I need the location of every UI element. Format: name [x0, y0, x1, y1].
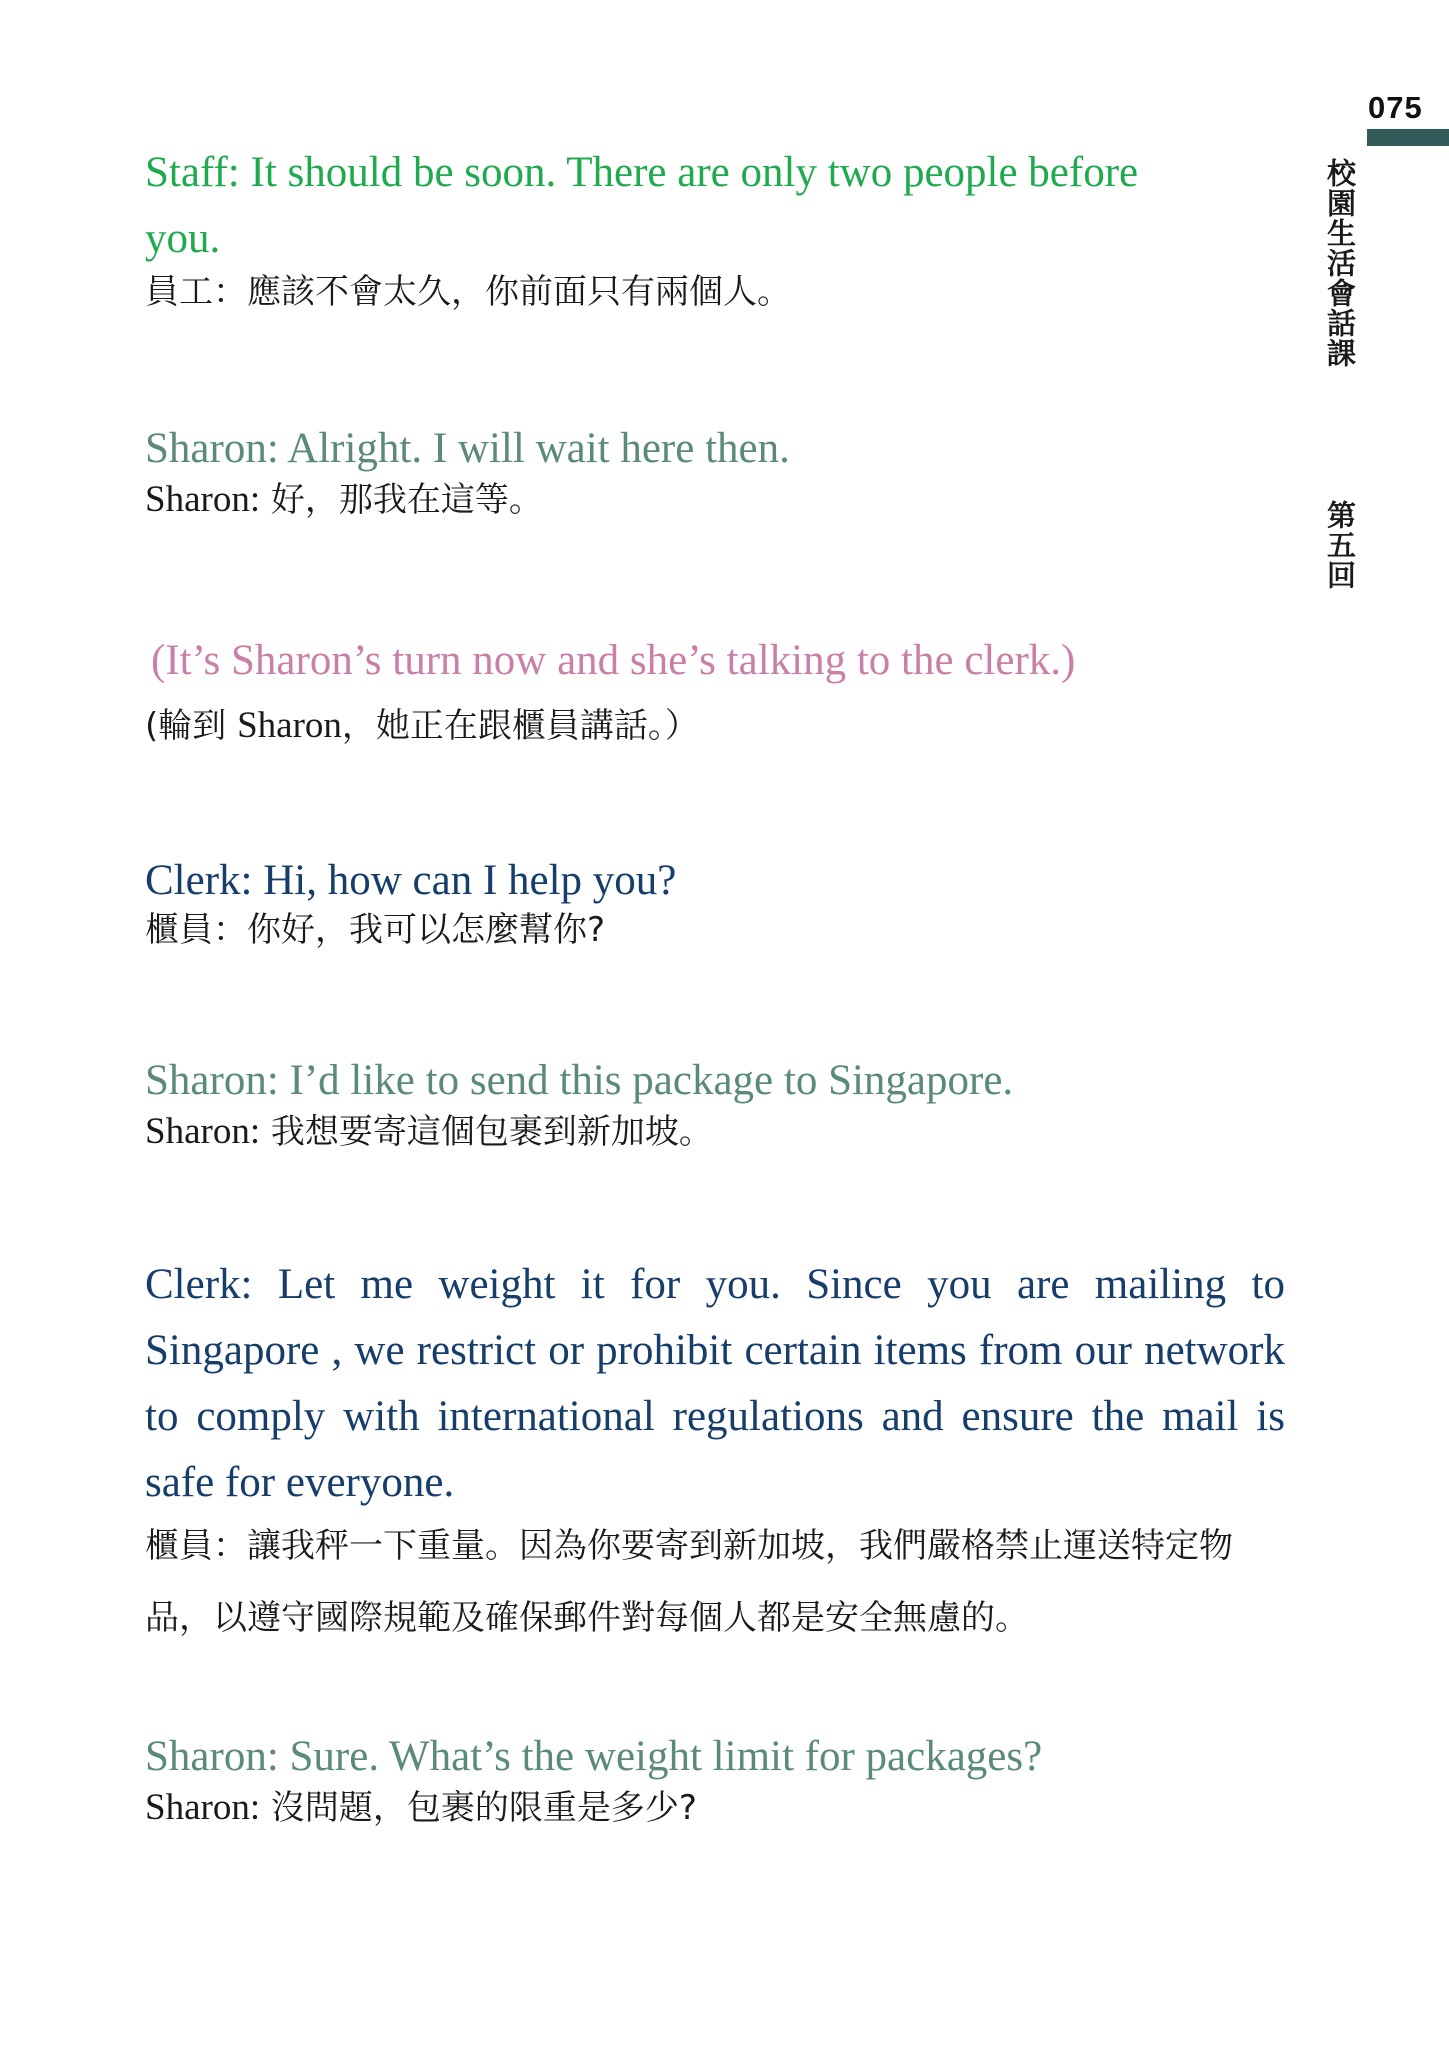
chinese-line: 員工：應該不會太久，你前面只有兩個人。 — [145, 272, 791, 312]
chinese-line — [145, 1786, 1285, 1830]
chinese-line — [145, 704, 1285, 748]
chinese-text: 沒問題，包裹的限重是多少? — [270, 1788, 697, 1828]
book-title-label: 校園生活會話課 — [1323, 158, 1357, 368]
chinese-line: 櫃員：你好，我可以怎麼幫你? — [145, 910, 606, 950]
speaker-name: Sharon — [237, 705, 342, 746]
dialogue-entry-narration — [145, 628, 1285, 748]
chinese-line — [145, 478, 1285, 522]
page-accent-bar — [1367, 129, 1449, 146]
speaker-name: Sharon: — [145, 1787, 261, 1828]
english-line: Clerk: Hi, how can I help you? — [145, 857, 677, 904]
dialogue-entry-sharon — [145, 416, 1285, 522]
english-line: (It’s Sharon’s turn now and she’s talking to the clerk.) — [151, 637, 1076, 684]
english-line: Sharon: Alright. I will wait here then. — [145, 425, 790, 472]
english-line: Sharon: Sure. What’s the weight limit for packages? — [145, 1733, 1043, 1780]
page-number: 075 — [1368, 90, 1423, 125]
speaker-name: Sharon: — [145, 479, 261, 520]
speaker-name: Sharon: — [145, 1111, 261, 1152]
english-line: Staff: It should be soon. There are only two people before you. — [145, 149, 1139, 262]
english-line: Sharon: I’d like to send this package to Singapore. — [145, 1057, 1014, 1104]
dialogue-entry-clerk — [145, 848, 1285, 952]
chinese-text: ，她正在跟櫃員講話。） — [341, 706, 699, 746]
chinese-text: 我想要寄這個包裹到新加坡。 — [270, 1112, 713, 1152]
dialogue-entry-staff — [145, 140, 1155, 314]
english-line: Clerk: Let me weight it for you. Since you are mailing to Singapore , we restrict or prohibit certain items from our network to comply with international regulations and ensure the mail is safe for everyone. — [145, 1261, 1285, 1506]
chinese-text-pre: (輪到 — [145, 706, 227, 746]
lesson-label: 第五回 — [1323, 500, 1357, 590]
dialogue-content — [145, 140, 1285, 1830]
chinese-line — [145, 1110, 1285, 1154]
dialogue-entry-clerk — [145, 1252, 1285, 1654]
dialogue-entry-sharon — [145, 1724, 1285, 1830]
chinese-text: 好，那我在這等。 — [270, 480, 543, 520]
dialogue-entry-sharon — [145, 1048, 1285, 1154]
chinese-line: 櫃員：讓我秤一下重量。因為你要寄到新加坡，我們嚴格禁止運送特定物品，以遵守國際規範及確保郵件對每個人都是安全無慮的。 — [145, 1526, 1233, 1638]
